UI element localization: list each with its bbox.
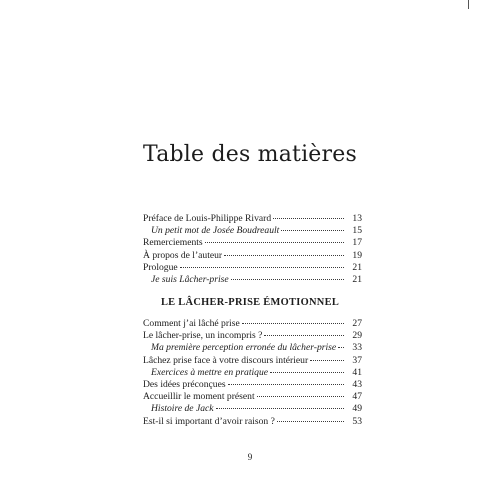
toc-dot-leader [277, 421, 344, 422]
toc-entry-page: 49 [352, 403, 362, 415]
toc-entry-page: 37 [352, 354, 362, 366]
toc-dot-leader [231, 279, 344, 280]
toc-entry-page: 15 [352, 225, 362, 237]
toc-section-entries [143, 318, 362, 428]
toc-entry-label: Le lâcher-prise, un incompris ? [143, 330, 263, 342]
toc-entry-label: Prologue [143, 261, 178, 273]
toc-entry [143, 391, 362, 403]
page-title: Table des matières [143, 142, 357, 167]
toc-entry-label: Des idées préconçues [143, 378, 226, 390]
toc-dot-leader [338, 347, 344, 348]
toc-front-matter [143, 213, 362, 286]
toc-entry [143, 342, 362, 354]
toc-entry-page: 33 [352, 342, 362, 354]
page-edge-mark [468, 0, 469, 9]
toc-entry [143, 416, 362, 428]
toc-entry [143, 262, 362, 274]
toc-entry-label: Accueillir le moment présent [143, 391, 255, 403]
toc-dot-leader [242, 323, 344, 324]
toc-entry [143, 318, 362, 330]
toc-entry-label: Ma première perception erronée du lâcher-prise [151, 342, 337, 354]
toc-dot-leader [273, 218, 344, 219]
toc-entry-label: À propos de l’auteur [143, 249, 223, 261]
toc-entry-page: 21 [352, 273, 362, 285]
toc-entry [143, 403, 362, 415]
toc-entry [143, 367, 362, 379]
toc-entry-label: Lâchez prise face à votre discours intérieur [143, 354, 309, 366]
toc-entry-page: 47 [352, 391, 362, 403]
toc-dot-leader [257, 396, 344, 397]
toc-dot-leader [264, 335, 344, 336]
toc-dot-leader [180, 267, 344, 268]
toc-dot-leader [205, 242, 344, 243]
toc-entry-label: Préface de Louis-Philippe Rivard [143, 213, 272, 224]
toc-entry [143, 213, 362, 225]
toc-dot-leader [228, 384, 344, 385]
toc-entry-label: Comment j’ai lâché prise [143, 318, 240, 329]
toc-entry [143, 225, 362, 237]
toc-entry [143, 237, 362, 249]
toc-entry [143, 355, 362, 367]
toc-entry-page: 13 [352, 213, 362, 224]
toc-dot-leader [281, 230, 344, 231]
toc-entry-label: Un petit mot de Josée Boudreault [151, 225, 280, 237]
toc-dot-leader [216, 408, 344, 409]
toc-entry-label: Exercices à mettre en pratique [151, 366, 269, 378]
toc-entry-page: 27 [352, 318, 362, 329]
page-number: 9 [247, 452, 253, 462]
toc-entry-page: 41 [352, 366, 362, 378]
toc-entry-page: 53 [352, 415, 362, 427]
toc-entry [143, 330, 362, 342]
toc-entry-page: 43 [352, 378, 362, 390]
toc-entry-label: Histoire de Jack [151, 403, 214, 415]
toc-dot-leader [270, 372, 344, 373]
toc-entry-label: Je suis Lâcher-prise [151, 273, 229, 285]
toc-entry [143, 250, 362, 262]
toc-dot-leader [310, 360, 344, 361]
toc-entry [143, 379, 362, 391]
toc-entry [143, 274, 362, 286]
toc-entry-page: 21 [352, 261, 362, 273]
toc-entry-page: 29 [352, 330, 362, 342]
toc-entry-page: 17 [352, 237, 362, 249]
toc-entry-label: Remerciements [143, 237, 203, 249]
toc-dot-leader [224, 255, 344, 256]
toc-entry-page: 19 [352, 249, 362, 261]
toc-entry-label: Est-il si important d’avoir raison ? [143, 415, 275, 427]
section-heading: LE LÂCHER-PRISE ÉMOTIONNEL [160, 297, 340, 308]
